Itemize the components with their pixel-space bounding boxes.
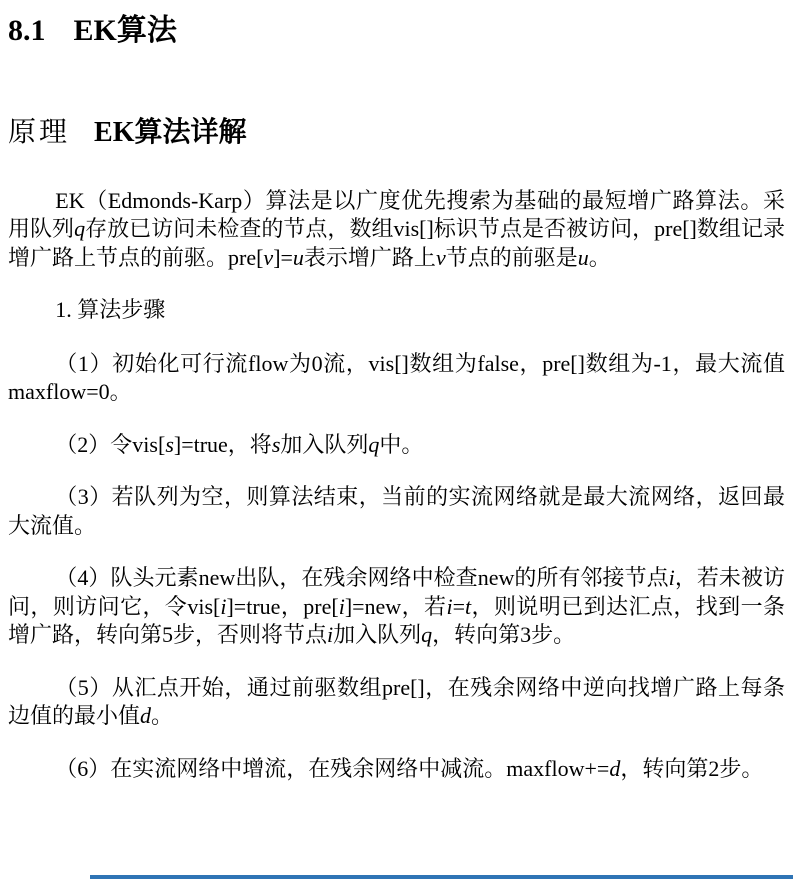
text-run: 节点的前驱是	[445, 244, 578, 270]
section-heading	[8, 14, 785, 49]
step-5	[8, 674, 785, 731]
intro-paragraph	[8, 187, 785, 273]
steps-list-title	[8, 296, 785, 325]
text-run: （1）初始化可行流flow为0流，vis[]数组为false，pre[]数组为-1，最大流值maxflow=0。	[8, 350, 785, 405]
text-run: ，转向第3步。	[432, 622, 576, 648]
text-run: ]=true，pre[	[226, 593, 339, 619]
text-run: ，转向第2步。	[620, 755, 764, 781]
math-variable: u	[292, 244, 304, 270]
text-run: 表示增广路上	[303, 244, 436, 270]
math-variable: q	[421, 622, 433, 648]
text-run: （4）队头元素new出队，在残余网络中检查new的所有邻接节点	[55, 565, 669, 591]
math-variable: v	[263, 244, 274, 270]
math-variable: i	[338, 593, 345, 619]
math-variable: d	[140, 703, 152, 729]
text-run: 加入队列	[333, 622, 422, 648]
sub-heading-title: EK算法详解	[94, 116, 247, 148]
step-2	[8, 431, 785, 460]
sub-heading	[8, 117, 785, 149]
text-run: 。	[588, 244, 611, 270]
text-run: 1. 算法步骤	[55, 297, 166, 323]
text-run: ]=	[273, 244, 293, 270]
code-block-top-border	[90, 875, 793, 879]
math-variable: v	[435, 244, 446, 270]
step-6	[8, 755, 785, 784]
body-text-block	[8, 187, 785, 784]
text-run: （3）若队列为空，则算法结束，当前的实流网络就是最大流网络，返回最大流值。	[8, 484, 785, 538]
step-1	[8, 350, 785, 407]
math-variable: t	[465, 593, 472, 619]
text-run: 。	[151, 703, 174, 729]
math-variable: i	[668, 565, 675, 591]
math-variable: s	[271, 431, 281, 457]
text-run: ，则说明已到达汇点，找到一条增广路，转向第5步，否则将节点	[8, 593, 785, 648]
math-variable: d	[609, 755, 621, 781]
section-title: EK算法	[73, 14, 177, 47]
text-run: （6）在实流网络中增流，在残余网络中减流。maxflow+=	[55, 755, 610, 781]
math-variable: s	[165, 431, 174, 457]
text-run: =	[452, 593, 466, 619]
section-number: 8.1	[8, 14, 46, 47]
text-run: EK（Edmonds-Karp）算法是以广度优先搜索为基础的最短增广路算法。采用队列	[8, 187, 785, 242]
text-run: ，若未被访问，则访问它，令vis[	[8, 565, 785, 619]
text-run: 中。	[379, 431, 424, 457]
step-4	[8, 564, 785, 650]
math-variable: i	[220, 593, 227, 619]
text-run: （2）令vis[	[55, 431, 166, 457]
math-variable: i	[446, 593, 453, 619]
sub-heading-prefix: 原理	[8, 116, 71, 148]
text-run: 加入队列	[280, 431, 369, 457]
text-run: ]=true，将	[173, 431, 272, 457]
math-variable: i	[327, 622, 334, 648]
text-run: ]=new，若	[344, 593, 447, 619]
text-run: 存放已访问未检查的节点，数组vis[]标识节点是否被访问，pre[]数组记录增广路上节点的前驱。pre[	[8, 216, 785, 270]
math-variable: q	[74, 216, 86, 242]
math-variable: u	[577, 244, 589, 270]
step-3	[8, 483, 785, 540]
math-variable: q	[368, 431, 380, 457]
text-run: （5）从汇点开始，通过前驱数组pre[]，在残余网络中逆向找增广路上每条边值的最小值	[8, 674, 785, 729]
